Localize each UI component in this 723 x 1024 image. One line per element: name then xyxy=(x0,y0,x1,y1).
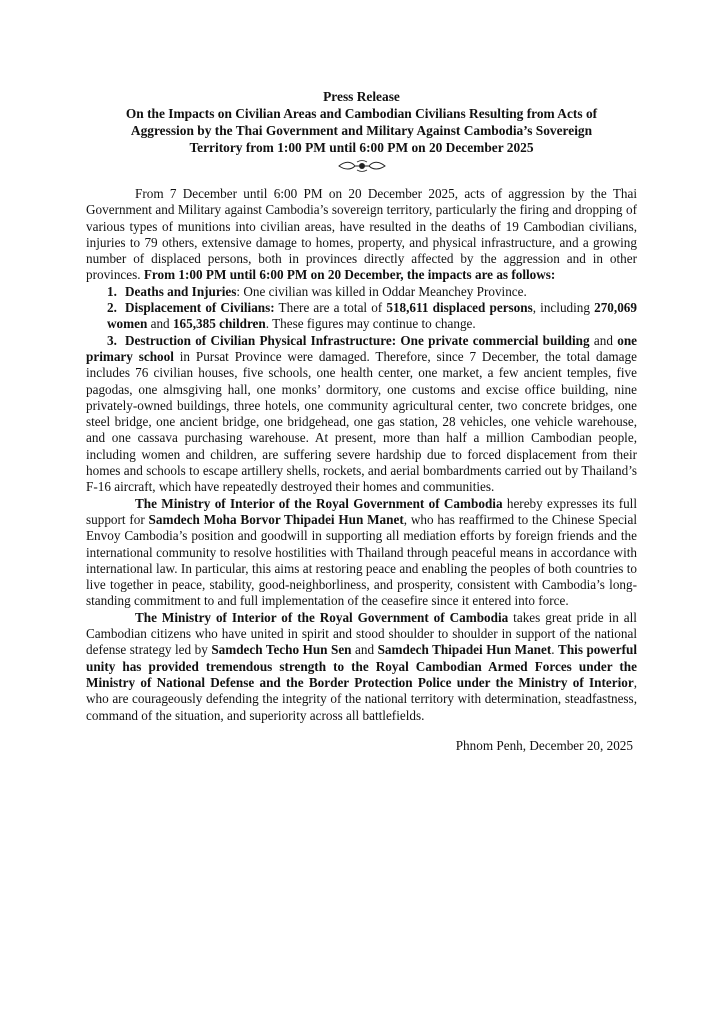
title-line-1: On the Impacts on Civilian Areas and Cambodian Civilians Resulting from Acts of xyxy=(125,106,598,121)
intro-paragraph: From 7 December until 6:00 PM on 20 December 2025, acts of aggression by the Thai Government and Military against Cambodia’s sovereign territory, particularly the firing and dropping of various types of munitions into civilian areas, have resulted in the deaths of 19 Cambodian civilians, injuries to 79 others, extensive damage to homes, property, and physical infrastructure, and a growing number of displaced persons, both in provinces directly affected by the aggression and in other provinces. From 1:00 PM until 6:00 PM on 20 December, the impacts are as follows: xyxy=(86,186,637,283)
title-line-2: Aggression by the Thai Government and Military Against Cambodia’s Sovereign xyxy=(130,123,593,138)
title-line-3: Territory from 1:00 PM until 6:00 PM on 20 December 2025 xyxy=(189,140,534,155)
body-text xyxy=(86,186,637,724)
list-item-3: 3. Destruction of Civilian Physical Infrastructure: One private commercial building and one primary school in Pursat Province were damaged. Therefore, since 7 December, the total damage includes 76 civilian houses, five schools, one health center, one market, a few ancient temples, five pagodas, one almsgiving hall, one monks’ dormitory, one customs and excise office building, nine privately-owned buildings, three hotels, one community agricultural center, two concrete bridges, one steel bridge, one ancient bridge, one bridgehead, one gas station, 28 vehicles, one vehicle warehouse, and one cassava purchasing warehouse. At present, more than half a million Cambodian people, including women and children, are suffering severe hardship due to forced displacement from their homes and schools to escape artillery shells, rockets, and aerial bombardments carried out by Thailand’s F-16 aircraft, which have repeatedly destroyed their homes and communities. xyxy=(86,332,637,495)
unity-paragraph: The Ministry of Interior of the Royal Government of Cambodia takes great pride in all Cambodian citizens who have united in spirit and stood shoulder to shoulder in support of the national defense strategy led by Samdech Techo Hun Sen and Samdech Thipadei Hun Manet. This powerful unity has provided tremendous strength to the Royal Cambodian Armed Forces under the Ministry of National Defense and the Border Protection Police under the Ministry of Interior, who are courageously defending the integrity of the national territory with determination, steadfastness, command of the situation, and superiority across all battlefields. xyxy=(86,609,638,723)
support-paragraph: The Ministry of Interior of the Royal Government of Cambodia hereby expresses its full support for Samdech Moha Borvor Thipadei Hun Manet, who has reaffirmed to the Chinese Special Envoy Cambodia’s position and goodwill in supporting all mediation efforts by foreign friends and the international community to resolve hostilities with Thailand through peaceful means in accordance with international law. In particular, this aims at restoring peace and enabling the peoples of both countries to live together in peace, stability, good-neighborliness, and prosperity, consistent with Cambodia’s long-standing commitment to and full implementation of the ceasefire since it entered into force. xyxy=(86,495,638,609)
list-item-1: 1. Deaths and Injuries: One civilian was killed in Oddar Meanchey Province. xyxy=(107,283,527,299)
release-label: Press Release xyxy=(323,89,400,104)
flourish-ornament-icon xyxy=(86,160,637,172)
title-block xyxy=(86,88,637,156)
place-date-signoff: Phnom Penh, December 20, 2025 xyxy=(455,737,633,753)
list-item-2: 2. Displacement of Civilians: There are a total of 518,611 displaced persons, including 270,069 women and 165,385 children. These figures may continue to change. xyxy=(107,300,637,332)
